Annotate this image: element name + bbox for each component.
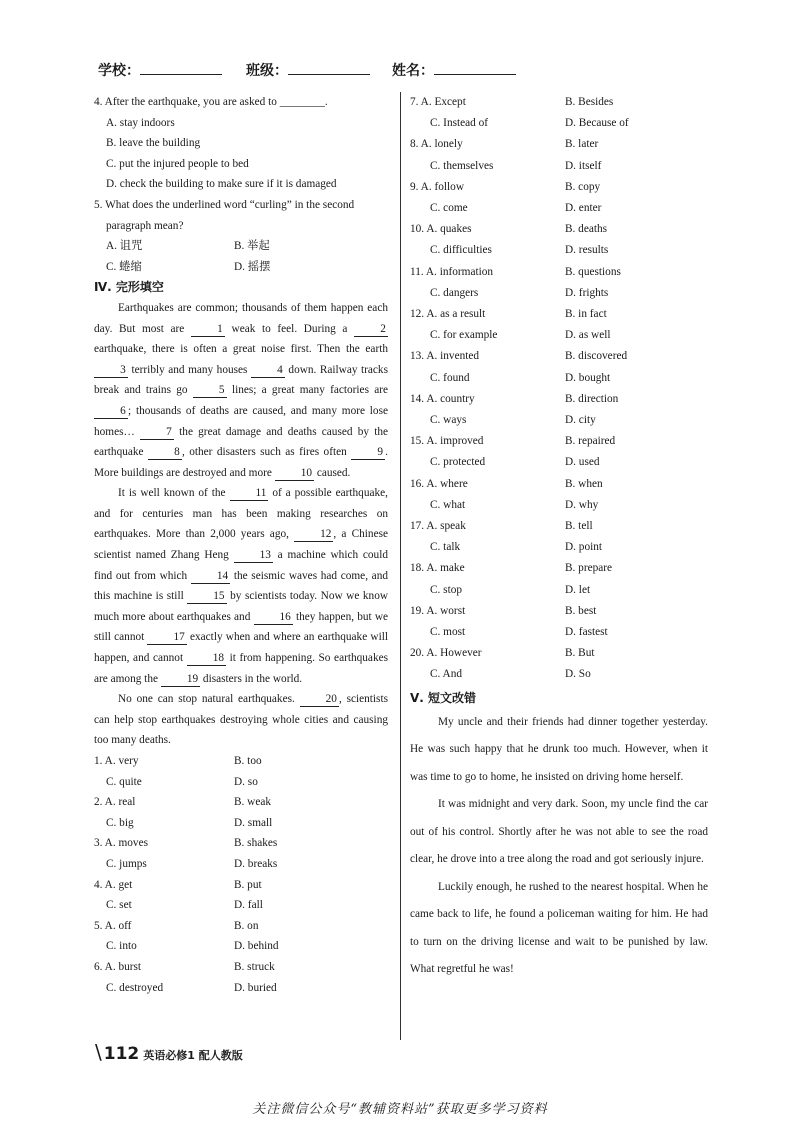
book-title: 英语必修1 配人教版 <box>143 1049 243 1062</box>
choice-option: D. behind <box>234 940 279 953</box>
choice-row <box>410 113 708 134</box>
column-divider <box>400 92 401 1040</box>
cloze-blank[interactable]: 3 <box>94 363 128 378</box>
choice-option: B. too <box>234 755 262 767</box>
choice-option: C. dangers <box>430 286 479 299</box>
choice-option: B. tell <box>565 520 593 533</box>
choice-row <box>410 516 708 537</box>
cloze-text: the great damage and deaths caused by the earthquake <box>94 425 388 459</box>
choice-option: D. why <box>565 498 599 511</box>
choice-option: C. most <box>430 626 466 639</box>
correction-section-title: Ⅴ. 短文改错 <box>410 690 477 705</box>
cloze-text: a machine which could find out from which <box>94 549 388 582</box>
choice-option: 2. A. real <box>94 796 136 809</box>
choice-option: D. buried <box>234 981 277 994</box>
cloze-blank[interactable]: 18 <box>187 651 226 666</box>
choice-option: D. as well <box>565 329 611 342</box>
class-label: 班级： <box>246 63 288 79</box>
cloze-text: It is well known of the <box>118 487 230 500</box>
reading-question-4 <box>94 92 388 195</box>
choice-row <box>410 474 708 495</box>
cloze-text: , scientists can help stop earthquakes destroying whole cities and causing too many deaths. <box>94 693 388 747</box>
option-row <box>94 236 388 257</box>
choice-option: D. Because of <box>565 117 629 130</box>
choice-row <box>410 452 708 473</box>
choice-option: B. prepare <box>565 562 613 575</box>
option: C. 蜷缩 <box>106 260 142 273</box>
choice-option: B. in fact <box>565 308 607 321</box>
choice-option: B. direction <box>565 392 619 405</box>
cloze-text: . More buildings are destroyed and more <box>94 446 388 479</box>
cloze-text: disasters in the world. <box>200 672 303 685</box>
cloze-blank[interactable]: 8 <box>148 445 182 460</box>
cloze-blank[interactable]: 11 <box>230 486 269 501</box>
choice-option: C. into <box>106 940 137 953</box>
cloze-text: the seismic waves had come, and this machine is still <box>94 569 388 603</box>
choice-option: 7. A. Except <box>410 96 466 108</box>
choice-option: 18. A. make <box>410 562 465 575</box>
choice-option: C. themselves <box>430 159 494 172</box>
choice-option: B. struck <box>234 960 275 973</box>
choice-row <box>410 601 708 622</box>
choice-option: C. found <box>430 371 470 384</box>
choice-option: B. put <box>234 878 262 891</box>
option: B. 举起 <box>234 240 270 253</box>
option: B. leave the building <box>106 137 201 150</box>
choice-row <box>94 916 388 937</box>
choice-row <box>94 813 388 834</box>
promo-note: 关注微信公众号“教辅资料站”获取更多学习资料 <box>252 1102 548 1117</box>
correction-paragraph-3: Luckily enough, he rushed to the nearest hospital. When he came back to life, he found a policeman waiting for him. He had to turn on the driving license and wait to be punished by law. What regretful he was! <box>410 880 708 976</box>
choice-option: 9. A. follow <box>410 180 464 193</box>
cloze-blank[interactable]: 2 <box>354 322 388 337</box>
choice-row <box>94 772 388 793</box>
choice-option: B. best <box>565 604 597 617</box>
choice-option: D. small <box>234 816 273 829</box>
cloze-text: earthquake, there is often a great noise first. Then the earth <box>94 343 388 356</box>
choice-row <box>410 262 708 283</box>
cloze-text: by scientists today. Now we know much more about earthquakes and <box>94 590 388 623</box>
choice-row <box>94 957 388 978</box>
cloze-paragraph-2 <box>94 483 388 689</box>
cloze-paragraph-3 <box>94 689 388 751</box>
choice-row <box>94 875 388 896</box>
choice-option: C. And <box>430 668 463 681</box>
choice-option: C. stop <box>430 583 463 596</box>
choice-option: C. quite <box>106 775 142 788</box>
question-stem: 5. What does the underlined word “curling” in the second <box>94 198 355 211</box>
cloze-blank[interactable]: 20 <box>300 692 339 707</box>
choice-row <box>410 283 708 304</box>
choice-option: 11. A. information <box>410 265 494 278</box>
name-label: 姓名： <box>392 63 434 79</box>
name-blank[interactable] <box>434 60 516 75</box>
choice-row <box>410 410 708 431</box>
choice-option: C. what <box>430 498 466 511</box>
choice-option: D. frights <box>565 286 609 299</box>
choice-option: D. let <box>565 583 591 596</box>
choice-option: D. so <box>234 775 258 788</box>
choice-option: B. later <box>565 138 599 151</box>
cloze-blank[interactable]: 9 <box>351 445 385 460</box>
cloze-blank[interactable]: 15 <box>187 589 226 604</box>
choice-option: C. ways <box>430 414 467 427</box>
choice-option: D. enter <box>565 202 602 215</box>
choice-option: C. jumps <box>106 857 147 870</box>
cloze-section-title: Ⅳ. 完形填空 <box>94 280 164 295</box>
cloze-blank[interactable]: 12 <box>294 527 333 542</box>
choice-option: 4. A. get <box>94 878 133 891</box>
option: C. put the injured people to bed <box>106 157 249 170</box>
choice-row <box>410 156 708 177</box>
choice-option: 12. A. as a result <box>410 308 486 321</box>
name-field[interactable] <box>392 60 516 80</box>
cloze-text: they happen, but we still cannot <box>94 610 388 644</box>
cloze-text: down. Railway tracks break and trains go <box>94 363 388 397</box>
choice-row <box>410 134 708 155</box>
choice-row <box>94 833 388 854</box>
option: D. 摇摆 <box>234 260 271 273</box>
school-blank[interactable] <box>140 60 222 75</box>
choice-row <box>410 219 708 240</box>
choice-option: 3. A. moves <box>94 837 148 850</box>
school-label: 学校： <box>98 63 140 79</box>
cloze-blank[interactable]: 1 <box>191 322 225 337</box>
page-footer <box>95 1040 243 1064</box>
cloze-choices-left <box>94 751 388 998</box>
choice-option: 14. A. country <box>410 392 475 405</box>
choice-option: 17. A. speak <box>410 520 466 533</box>
choice-option: 10. A. quakes <box>410 223 472 236</box>
question-stem: 4. After the earthquake, you are asked to ________. <box>94 96 328 108</box>
page-number: 112 <box>103 1044 140 1064</box>
correction-paragraph-2: It was midnight and very dark. Soon, my uncle find the car out of his control. Shortly after he was not able to see the road clear, he drove into a tree along the road and got seriously injure. <box>410 798 708 866</box>
class-field[interactable] <box>246 60 370 80</box>
choice-option: 15. A. improved <box>410 435 484 448</box>
cloze-paragraph-1 <box>94 298 388 483</box>
cloze-blank[interactable]: 6 <box>94 404 128 419</box>
choice-option: B. questions <box>565 265 621 278</box>
question-stem-cont: paragraph mean? <box>106 219 184 232</box>
cloze-text: exactly when and where an earthquake will happen, and cannot <box>94 631 388 665</box>
choice-row <box>410 325 708 346</box>
choice-option: 20. A. However <box>410 647 482 660</box>
choice-row <box>94 936 388 957</box>
class-blank[interactable] <box>288 60 370 75</box>
choice-option: C. set <box>106 899 132 912</box>
choice-option: B. But <box>565 647 595 660</box>
choice-row <box>410 304 708 325</box>
cloze-blank[interactable]: 19 <box>161 672 200 687</box>
choice-row <box>410 368 708 389</box>
choice-option: B. when <box>565 477 603 490</box>
choice-option: C. difficulties <box>430 244 492 257</box>
cloze-text: lines; a great many factories are <box>226 384 388 397</box>
school-field[interactable] <box>98 60 222 80</box>
cloze-text: , a Chinese scientist named Zhang Heng <box>94 528 388 562</box>
choice-row <box>410 664 708 685</box>
cloze-text: of a possible earthquake, and for centuries man has been making researches on earthquakes. More than 2,000 years ago, <box>94 487 388 541</box>
cloze-blank[interactable]: 17 <box>147 630 186 645</box>
choice-option: D. results <box>565 244 609 257</box>
choice-row <box>410 198 708 219</box>
cloze-blank[interactable]: 5 <box>193 383 227 398</box>
cloze-choices-right <box>410 92 708 686</box>
choice-option: D. fall <box>234 899 263 912</box>
choice-option: B. weak <box>234 796 272 809</box>
right-column <box>410 92 708 984</box>
choice-row <box>94 895 388 916</box>
option: A. stay indoors <box>106 116 175 129</box>
choice-option: B. discovered <box>565 350 628 363</box>
choice-option: D. city <box>565 414 596 427</box>
cloze-text: it from happening. So earthquakes are among the <box>94 652 388 685</box>
choice-option: C. big <box>106 816 134 829</box>
choice-row <box>94 854 388 875</box>
choice-option: B. deaths <box>565 223 608 236</box>
option: D. check the building to make sure if it is damaged <box>106 178 337 191</box>
choice-row <box>410 537 708 558</box>
choice-row <box>410 558 708 579</box>
cloze-text: weak to feel. During a <box>224 322 355 335</box>
choice-option: C. Instead of <box>430 117 489 130</box>
choice-option: C. protected <box>430 456 486 469</box>
cloze-blank[interactable]: 4 <box>251 363 285 378</box>
correction-paragraph-1: My uncle and their friends had dinner together yesterday. He was such happy that he drunk too much. However, when it was time to go to home, he insisted on driving home herself. <box>410 715 708 783</box>
cloze-blank[interactable]: 7 <box>140 425 174 440</box>
choice-option: B. shakes <box>234 837 278 850</box>
choice-option: B. Besides <box>565 96 614 108</box>
choice-option: C. come <box>430 202 468 215</box>
choice-row <box>94 978 388 999</box>
footer-slash: \ <box>95 1040 102 1064</box>
choice-row <box>410 431 708 452</box>
student-info-header <box>98 60 718 84</box>
choice-option: C. destroyed <box>106 981 164 994</box>
choice-row <box>410 240 708 261</box>
cloze-blank[interactable]: 16 <box>254 610 293 625</box>
choice-row <box>410 643 708 664</box>
reading-question-5 <box>94 195 388 277</box>
cloze-text: No one can stop natural earthquakes. <box>118 693 300 706</box>
choice-option: 8. A. lonely <box>410 138 463 151</box>
choice-option: 5. A. off <box>94 919 132 932</box>
choice-row <box>410 346 708 367</box>
choice-option: B. copy <box>565 180 601 193</box>
choice-option: 13. A. invented <box>410 350 480 363</box>
cloze-text: caused. <box>314 466 351 479</box>
choice-row <box>410 177 708 198</box>
choice-row <box>410 580 708 601</box>
choice-row <box>410 92 708 113</box>
option: A. 诅咒 <box>106 240 143 253</box>
cloze-blank[interactable]: 13 <box>234 548 273 563</box>
choice-row <box>410 389 708 410</box>
choice-option: C. talk <box>430 541 461 554</box>
choice-row <box>410 495 708 516</box>
left-column <box>94 92 388 998</box>
choice-row <box>94 751 388 772</box>
choice-option: B. on <box>234 919 259 932</box>
choice-option: D. bought <box>565 371 611 384</box>
cloze-text: ; thousands of deaths are caused, and many more lose homes… <box>94 404 388 438</box>
choice-option: D. used <box>565 456 600 469</box>
choice-option: D. point <box>565 541 603 554</box>
cloze-text: terribly and many houses <box>128 363 251 376</box>
cloze-text: Earthquakes are common; thousands of them happen each day. But most are <box>94 301 388 335</box>
choice-option: 1. A. very <box>94 755 139 767</box>
choice-row <box>94 792 388 813</box>
choice-option: B. repaired <box>565 435 616 448</box>
choice-option: 19. A. worst <box>410 604 466 617</box>
cloze-blank[interactable]: 10 <box>275 466 314 481</box>
choice-option: C. for example <box>430 329 498 342</box>
choice-option: D. itself <box>565 159 602 172</box>
option-row <box>94 257 388 278</box>
choice-option: D. So <box>565 668 591 681</box>
choice-row <box>410 622 708 643</box>
cloze-text: , other disasters such as fires often <box>181 446 352 459</box>
cloze-blank[interactable]: 14 <box>191 569 230 584</box>
choice-option: D. breaks <box>234 857 278 870</box>
choice-option: 6. A. burst <box>94 960 142 973</box>
choice-option: 16. A. where <box>410 477 468 490</box>
choice-option: D. fastest <box>565 626 608 639</box>
